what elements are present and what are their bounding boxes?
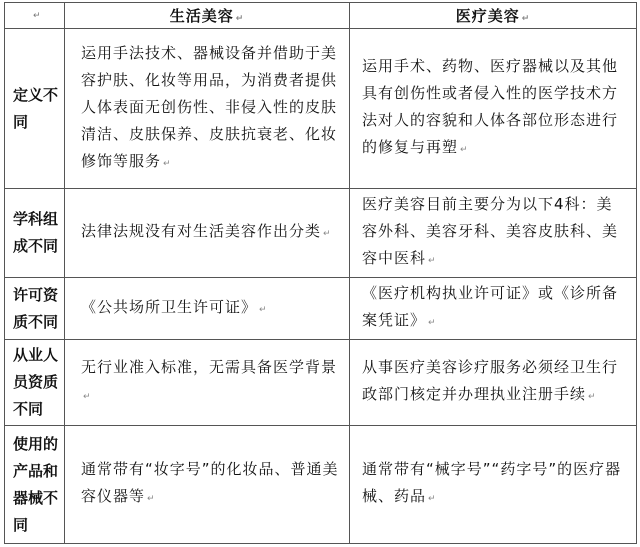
table-header-row [5,3,637,29]
cell-life-license [65,278,350,340]
cell-text: 运用手法技术、器械设备并借助于美容护肤、化妆等用品，为消费者提供人体表面无创伤性、非侵入性的皮肤清洁、皮肤保养、皮肤抗衰老、化妆修饰等服务 [81,43,338,170]
paragraph-mark-icon: ↵ [83,392,92,402]
row-label-discipline [5,189,65,278]
row-label-text: 学科组成不同 [13,210,59,255]
row-label-text: 使用的产品和器械不同 [13,434,59,534]
cell-text: 《医疗机构执业许可证》或《诊所备案凭证》 [362,284,619,329]
cell-life-products [65,426,350,544]
paragraph-mark-icon: ↵ [147,494,156,504]
cell-life-staff-qualification [65,340,350,426]
row-label-text: 从业人员资质不同 [13,346,59,418]
cell-life-definition [65,29,350,189]
header-life-beauty [65,3,350,29]
row-label-definition [5,29,65,189]
cell-text: 运用手术、药物、医疗器械以及其他具有创伤性或者侵入性的医学技术方法对人的容貌和人体各部位形态进行的修复与再塑 [362,57,619,156]
comparison-table [4,2,637,544]
paragraph-mark-icon: ↵ [428,318,437,328]
paragraph-mark-icon: ↵ [259,304,268,315]
paragraph-mark-icon: ↵ [323,229,332,239]
header-life-beauty-label: 生活美容 [169,7,234,25]
cell-text: 《公共场所卫生许可证》 [81,297,258,316]
paragraph-mark-icon: ↵ [163,158,172,169]
cell-text: 通常带有“械字号”“药字号”的医疗器械、药品 [362,460,622,505]
paragraph-mark-icon: ↵ [588,392,597,402]
paragraph-mark-icon: ↵ [33,11,41,21]
paragraph-mark-icon: ↵ [428,494,437,504]
cell-medical-definition [350,29,637,189]
row-label-products [5,426,65,544]
row-label-text: 定义不同 [13,85,59,131]
table-row [5,426,637,544]
table-row [5,29,637,189]
row-label-staff-qualification [5,340,65,426]
header-medical-beauty-label: 医疗美容 [455,7,520,25]
cell-medical-discipline [350,189,637,278]
cell-medical-staff-qualification [350,340,637,426]
header-medical-beauty [350,3,637,29]
cell-life-discipline [65,189,350,278]
table-row [5,278,637,340]
paragraph-mark-icon: ↵ [428,256,437,266]
cell-text: 从事医疗美容诊疗服务必须经卫生行政部门核定并办理执业注册手续 [362,358,619,403]
table-row [5,340,637,426]
row-label-text: 许可资质不同 [13,285,59,331]
cell-text: 医疗美容目前主要分为以下4科：美容外科、美容牙科、美容皮肤科、美容中医科 [362,195,619,267]
cell-medical-license [350,278,637,340]
paragraph-mark-icon: ↵ [460,145,469,155]
paragraph-mark-icon: ↵ [521,14,531,24]
cell-medical-products [350,426,637,544]
paragraph-mark-icon: ↵ [235,14,245,24]
row-label-license [5,278,65,340]
table-row [5,189,637,278]
cell-text: 法律法规没有对生活美容作出分类 [81,222,322,240]
cell-text: 无行业准入标准，无需具备医学背景 [81,358,338,376]
corner-cell [5,3,65,29]
cell-text: 通常带有“妆字号”的化妆品、普通美容仪器等 [81,460,339,505]
